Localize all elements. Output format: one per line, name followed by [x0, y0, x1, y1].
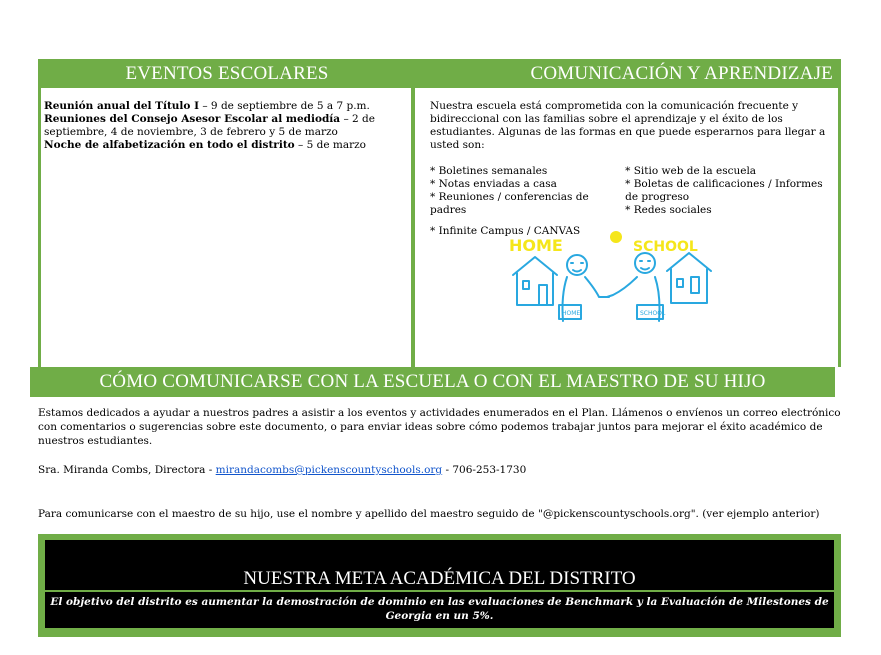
list-item: * Sitio web de la escuela — [625, 165, 757, 177]
top-header-band — [38, 59, 841, 88]
communication-heading: COMUNICACIÓN Y APRENDIZAJE — [530, 62, 833, 84]
goal-text: El objetivo del distrito es aumentar la demostración de dominio en las evaluaciones de Benchmark y la Evaluación de Milestones de Georgia en un 5%. — [50, 596, 829, 622]
principal-email-link[interactable]: mirandacombs@pickenscountyschools.org — [215, 464, 443, 476]
list-item: * Infinite Campus / CANVAS — [430, 225, 581, 237]
principal-contact — [38, 463, 848, 477]
events-heading: EVENTOS ESCOLARES — [125, 62, 329, 84]
window-icon — [691, 277, 699, 293]
event-item: Reuniones del Consejo Asesor Escolar al mediodía – 2 de septiembre, 4 de noviembre, 3 de febrero y 5 de marzo — [44, 113, 375, 138]
home-tag: HOME — [562, 310, 581, 317]
home-school-illustration — [505, 225, 720, 325]
list-item: * Reuniones / conferencias de padres — [430, 191, 589, 216]
list-item: * Boletas de calificaciones / Informes de progreso — [625, 178, 823, 203]
communication-intro: Nuestra escuela está comprometida con la comunicación frecuente y bidireccional con las familias sobre el aprendizaje y el éxito de los estudiantes. Algunas de las formas en que puede esperarnos para llegar a usted son: — [430, 100, 826, 151]
right-house-icon — [667, 253, 711, 303]
list-item: * Boletines semanales — [430, 165, 548, 177]
event-item: Reunión anual del Título I – 9 de septiembre de 5 a 7 p.m. — [44, 100, 370, 112]
home-word: HOME — [509, 236, 563, 255]
goal-text-panel — [45, 592, 834, 628]
goal-heading: NUESTRA META ACADÉMICA DEL DISTRITO — [243, 568, 636, 589]
methods-left-column — [430, 165, 625, 217]
sun-icon — [610, 231, 622, 243]
left-house-icon — [513, 257, 557, 305]
list-item: * Notas enviadas a casa — [430, 178, 557, 190]
principal-phone: - 706-253-1730 — [442, 464, 527, 476]
column-divider — [411, 87, 415, 367]
contact-heading-band — [30, 367, 835, 397]
principal-name: Sra. Miranda Combs, Directora - — [38, 464, 216, 476]
left-border-line — [38, 87, 41, 367]
list-item: * Redes sociales — [625, 204, 712, 216]
contact-heading: CÓMO COMUNICARSE CON LA ESCUELA O CON EL MAESTRO DE SU HIJO — [99, 371, 766, 392]
school-word: SCHOOL — [633, 239, 698, 255]
teacher-contact-note: Para comunicarse con el maestro de su hijo, use el nombre y apellido del maestro seguido de "@pickenscountyschools.org". (ver ejemplo anterior) — [38, 508, 820, 520]
contact-paragraph: Estamos dedicados a ayudar a nuestros padres a asistir a los eventos y actividades enumerados en el Plan. Llámenos o envíenos un correo electrónico con comentarios o sugerencias sobre este documento, o para enviar ideas sobre cómo podemos trabajar juntos para mejorar el éxito académico de nuestros estudiantes. — [38, 407, 841, 447]
door-icon — [539, 285, 547, 305]
window-icon — [523, 281, 529, 289]
school-tag: SCHOOL — [640, 310, 666, 317]
event-item: Noche de alfabetización en todo el distrito – 5 de marzo — [44, 139, 366, 151]
communication-methods — [430, 165, 830, 217]
communication-section — [430, 100, 830, 238]
methods-right-column — [625, 165, 830, 217]
right-border-line — [838, 87, 841, 367]
window-icon — [677, 279, 683, 287]
events-list — [44, 100, 404, 152]
district-goal-box — [38, 534, 841, 637]
goal-title-panel — [45, 540, 834, 590]
